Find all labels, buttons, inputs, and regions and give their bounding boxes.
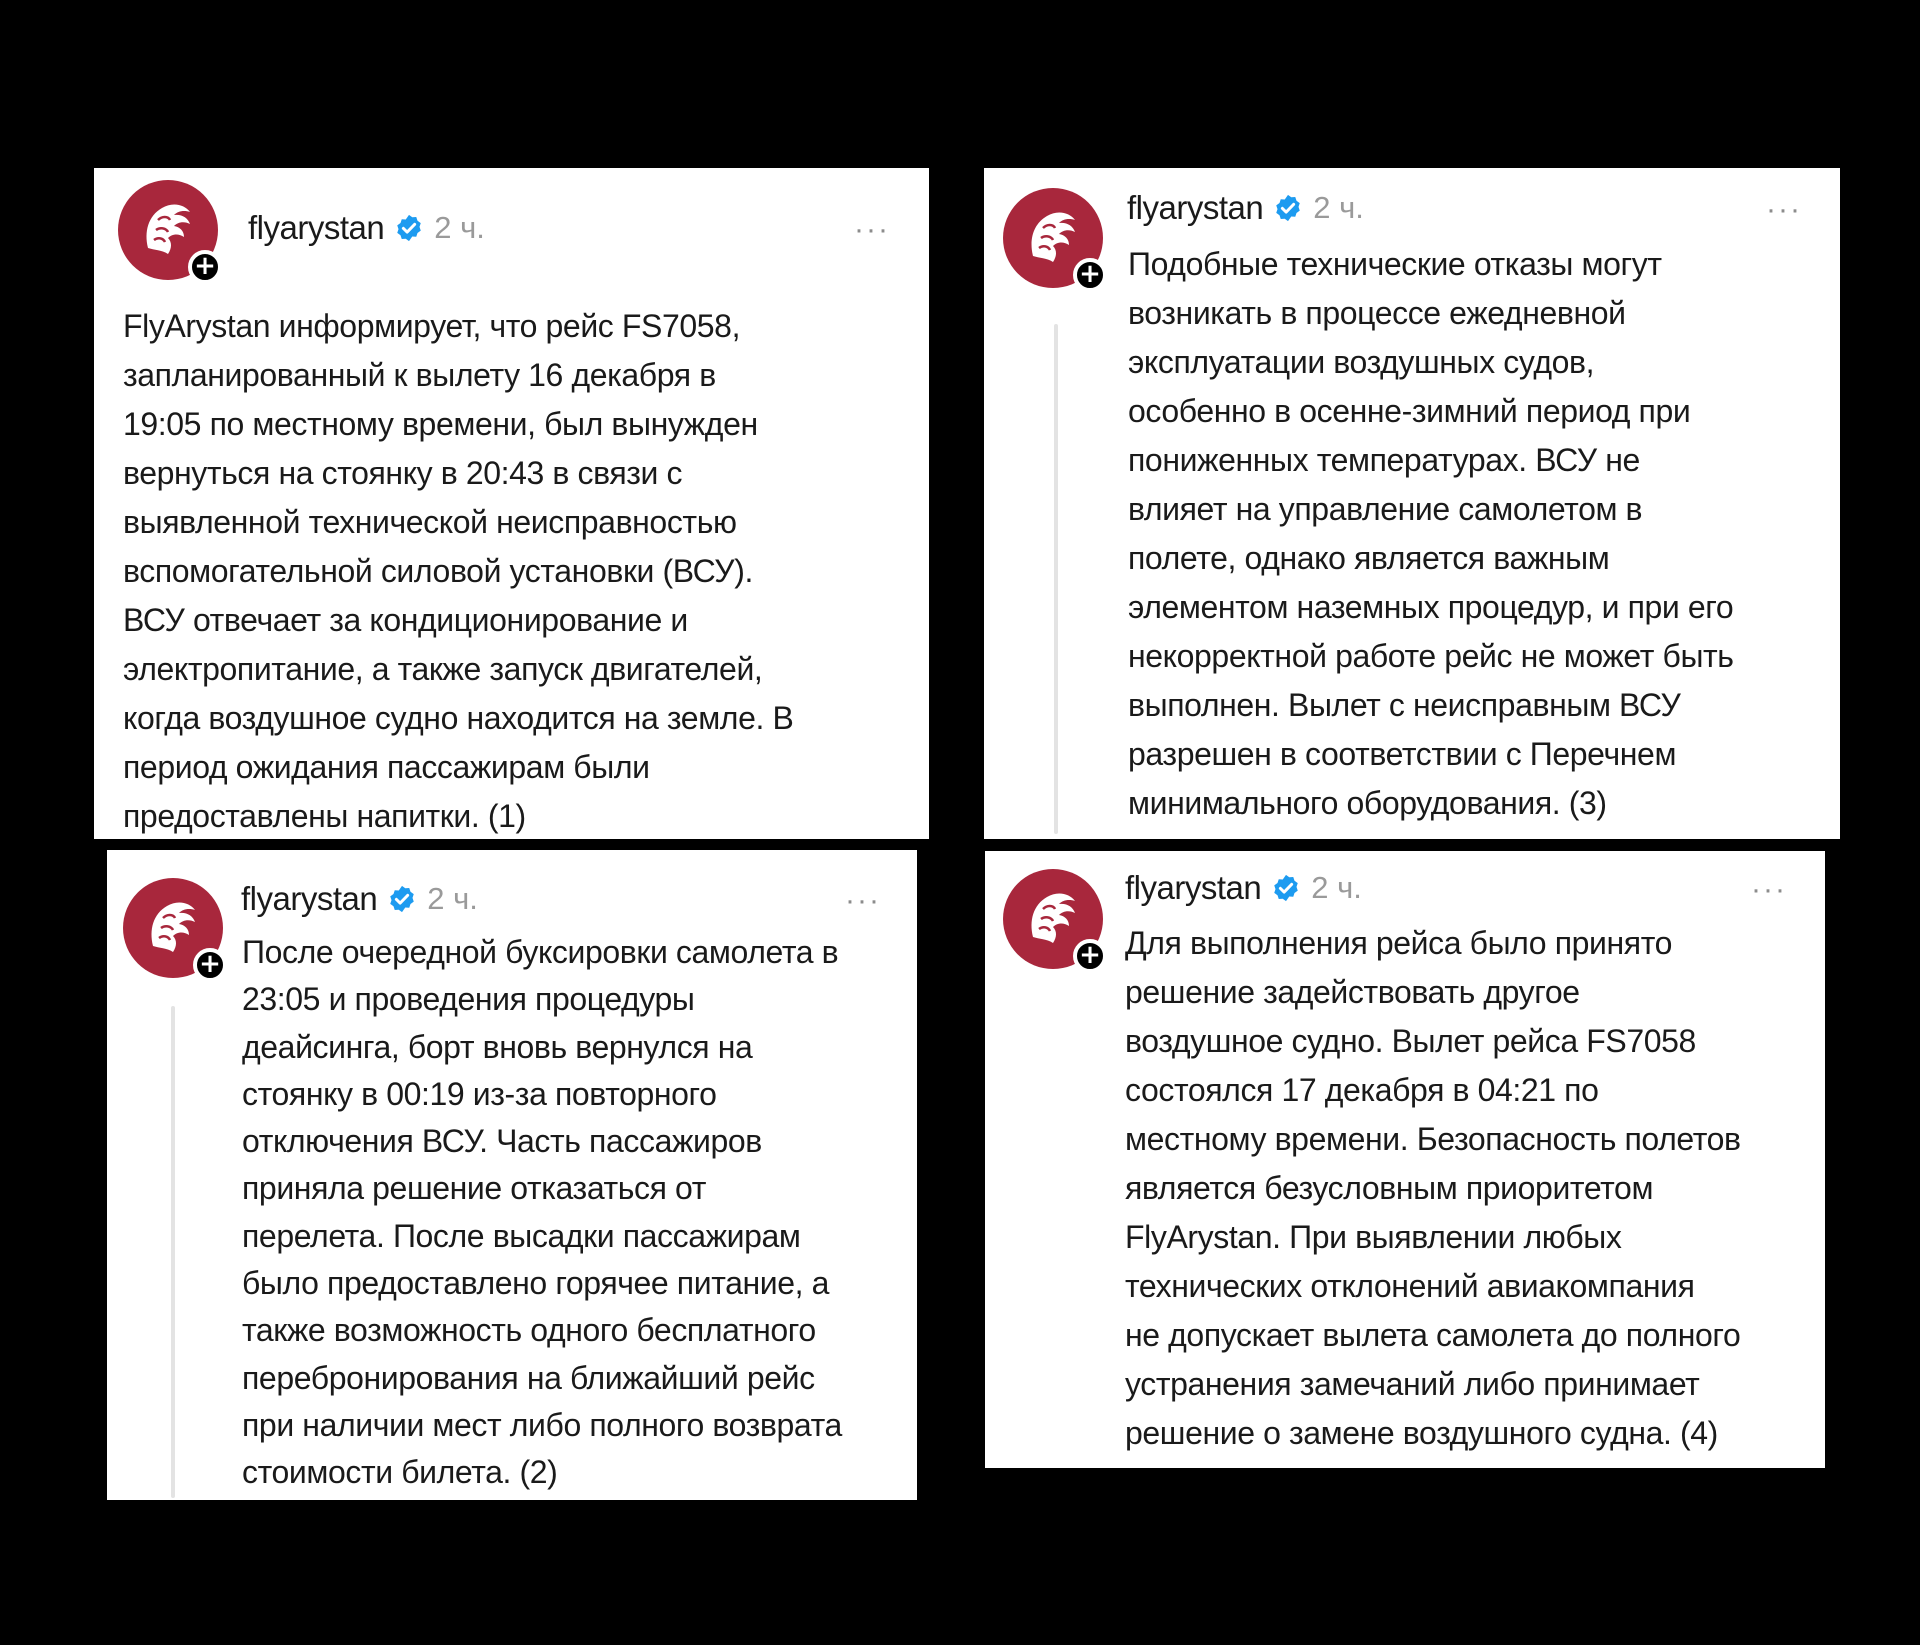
- more-options-icon[interactable]: ···: [1766, 193, 1802, 226]
- post-time: 2 ч.: [1311, 870, 1362, 905]
- post-text: Подобные технические отказы могут возникать в процессе ежедневной эксплуатации воздушных судов, особенно в осенне-зимний период при пониженных температурах. ВСУ не влияет на управление самолетом в полете, однако является важным элементом наземных процедур, и при его некорректной работе рейс не может быть выполнен. Вылет с неисправным ВСУ разрешен в соответствии с Перечнем минимального оборудования. (3): [1128, 246, 1734, 821]
- avatar[interactable]: [118, 180, 218, 280]
- more-options-icon[interactable]: ···: [854, 213, 890, 246]
- post-time: 2 ч.: [1313, 190, 1364, 225]
- avatar[interactable]: [1003, 869, 1103, 969]
- plus-icon[interactable]: +: [193, 948, 227, 982]
- verified-badge-icon: [387, 884, 417, 914]
- plus-icon[interactable]: +: [1073, 258, 1107, 292]
- verified-badge-icon: [394, 213, 424, 243]
- username[interactable]: flyarystan: [248, 209, 385, 246]
- avatar[interactable]: [1003, 188, 1103, 288]
- more-options-icon[interactable]: ···: [1751, 873, 1787, 906]
- post-text: После очередной буксировки самолета в 23:05 и проведения процедуры деайсинга, борт вновь вернулся на стоянку в 00:19 из-за повторного отключения ВСУ. Часть пассажиров приняла решение отказаться от перелета. После высадки пассажирам было предоставлено горячее питание, а также возможность одного бесплатного перебронирования на ближайший рейс при наличии мест либо полного возврата стоимости билета. (2): [242, 934, 842, 1491]
- thread-line: [1054, 324, 1058, 834]
- username[interactable]: flyarystan: [1127, 189, 1264, 226]
- username[interactable]: flyarystan: [241, 880, 378, 917]
- post-header: [248, 208, 485, 248]
- post-header: [1125, 868, 1362, 908]
- post-time: 2 ч.: [434, 210, 485, 245]
- post-card-2: [984, 168, 1840, 839]
- avatar[interactable]: [123, 878, 223, 978]
- thread-line: [171, 1006, 175, 1498]
- verified-badge-icon: [1273, 193, 1303, 223]
- post-card-3: [107, 850, 917, 1500]
- post-header: [241, 879, 478, 919]
- username[interactable]: flyarystan: [1125, 869, 1262, 906]
- post-card-1: [94, 168, 929, 839]
- post-text: Для выполнения рейса было принято решение задействовать другое воздушное судно. Вылет рейса FS7058 состоялся 17 декабря в 04:21 по местному времени. Безопасность полетов является безусловным приоритетом FlyArystan. При выявлении любых технических отклонений авиакомпания не допускает вылета самолета до полного устранения замечаний либо принимает решение о замене воздушного судна. (4): [1125, 925, 1741, 1451]
- post-header: [1127, 188, 1364, 228]
- post-card-4: [985, 851, 1825, 1468]
- plus-icon[interactable]: +: [188, 250, 222, 284]
- post-time: 2 ч.: [427, 881, 478, 916]
- post-text: FlyArystan информирует, что рейс FS7058, запланированный к вылету 16 декабря в 19:05 по местному времени, был вынужден вернуться на стоянку в 20:43 в связи с выявленной технической неисправностью вспомогательной силовой установки (ВСУ). ВСУ отвечает за кондиционирование и электропитание, а также запуск двигателей, когда воздушное судно находится на земле. В период ожидания пассажирам были предоставлены напитки. (1): [123, 308, 794, 834]
- plus-icon[interactable]: +: [1073, 939, 1107, 973]
- verified-badge-icon: [1271, 873, 1301, 903]
- more-options-icon[interactable]: ···: [845, 884, 881, 917]
